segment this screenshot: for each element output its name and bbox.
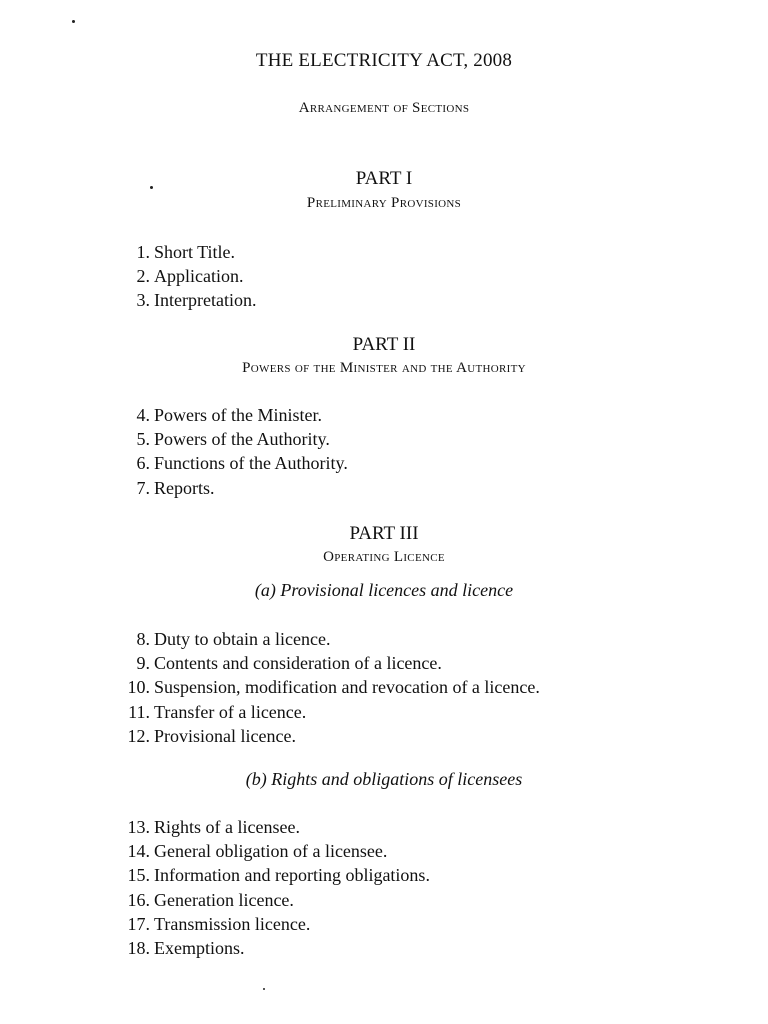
- list-item: [112, 815, 430, 839]
- section-number: 8.: [136, 629, 150, 649]
- section-a-heading: (a) Provisional licences and licence: [254, 580, 514, 600]
- list-item: [112, 912, 430, 936]
- section-title: Suspension, modification and revocation of a licence.: [154, 677, 540, 698]
- section-number: 14.: [127, 841, 150, 862]
- section-number: 2.: [136, 266, 150, 287]
- section-title: Transmission licence.: [154, 913, 311, 934]
- section-number: 16.: [127, 889, 150, 910]
- part-1-section-list: [112, 240, 256, 313]
- section-number: 13.: [127, 817, 150, 837]
- list-item: [112, 288, 256, 312]
- section-number: 6.: [136, 453, 150, 474]
- section-title: Duty to obtain a licence.: [154, 629, 331, 649]
- document-title: THE ELECTRICITY ACT, 2008: [255, 50, 513, 71]
- section-title: Powers of the Minister.: [154, 405, 322, 425]
- section-number: 3.: [136, 290, 150, 311]
- section-title: Reports.: [154, 477, 215, 498]
- list-item: [112, 839, 430, 863]
- list-item: [112, 240, 256, 264]
- section-number: 4.: [136, 405, 150, 425]
- part-3-subheading: Operating Licence: [323, 549, 445, 565]
- list-item: [112, 451, 348, 475]
- list-item: [112, 627, 540, 651]
- section-number: 17.: [127, 913, 150, 934]
- section-number: 18.: [127, 938, 150, 959]
- list-item: [112, 476, 348, 500]
- section-number: 11.: [128, 701, 150, 722]
- section-title: Powers of the Authority.: [154, 429, 330, 450]
- list-item: [112, 936, 430, 960]
- section-title: Short Title.: [154, 242, 236, 262]
- list-item: [112, 675, 540, 699]
- list-item: [112, 264, 256, 288]
- document-subtitle: Arrangement of Sections: [298, 100, 470, 116]
- part-1-heading: PART I: [355, 168, 413, 189]
- list-item: [112, 700, 540, 724]
- section-title: Contents and consideration of a licence.: [154, 653, 442, 674]
- section-b-heading: (b) Rights and obligations of licensees: [245, 769, 523, 789]
- section-title: Transfer of a licence.: [154, 701, 307, 722]
- part-2-heading: PART II: [352, 334, 416, 355]
- part-3-heading: PART III: [349, 523, 419, 544]
- section-number: 12.: [127, 725, 150, 746]
- list-item: [112, 863, 430, 887]
- section-title: Functions of the Authority.: [154, 453, 348, 474]
- section-title: Information and reporting obligations.: [154, 865, 430, 886]
- section-title: Application.: [154, 266, 244, 287]
- section-title: Exemptions.: [154, 938, 245, 959]
- section-number: 15.: [127, 865, 150, 886]
- section-title: Interpretation.: [154, 290, 257, 311]
- section-number: 10.: [127, 677, 150, 698]
- list-item: [112, 724, 540, 748]
- part-2-section-list: [112, 403, 348, 500]
- section-title: Provisional licence.: [154, 725, 296, 746]
- list-item: [112, 403, 348, 427]
- section-title: Rights of a licensee.: [154, 817, 300, 837]
- list-item: [112, 427, 348, 451]
- part-2-subheading: Powers of the Minister and the Authority: [242, 360, 526, 376]
- scan-speck: [263, 988, 265, 990]
- section-number: 7.: [136, 477, 150, 498]
- scan-speck: [72, 20, 75, 23]
- list-item: [112, 888, 430, 912]
- section-number: 5.: [136, 429, 150, 450]
- part-3a-section-list: [112, 627, 540, 748]
- part-3b-section-list: [112, 815, 430, 960]
- section-number: 1.: [136, 242, 150, 262]
- section-number: 9.: [136, 653, 150, 674]
- list-item: [112, 651, 540, 675]
- section-title: General obligation of a licensee.: [154, 841, 388, 862]
- part-1-subheading: Preliminary Provisions: [306, 195, 462, 211]
- section-title: Generation licence.: [154, 889, 294, 910]
